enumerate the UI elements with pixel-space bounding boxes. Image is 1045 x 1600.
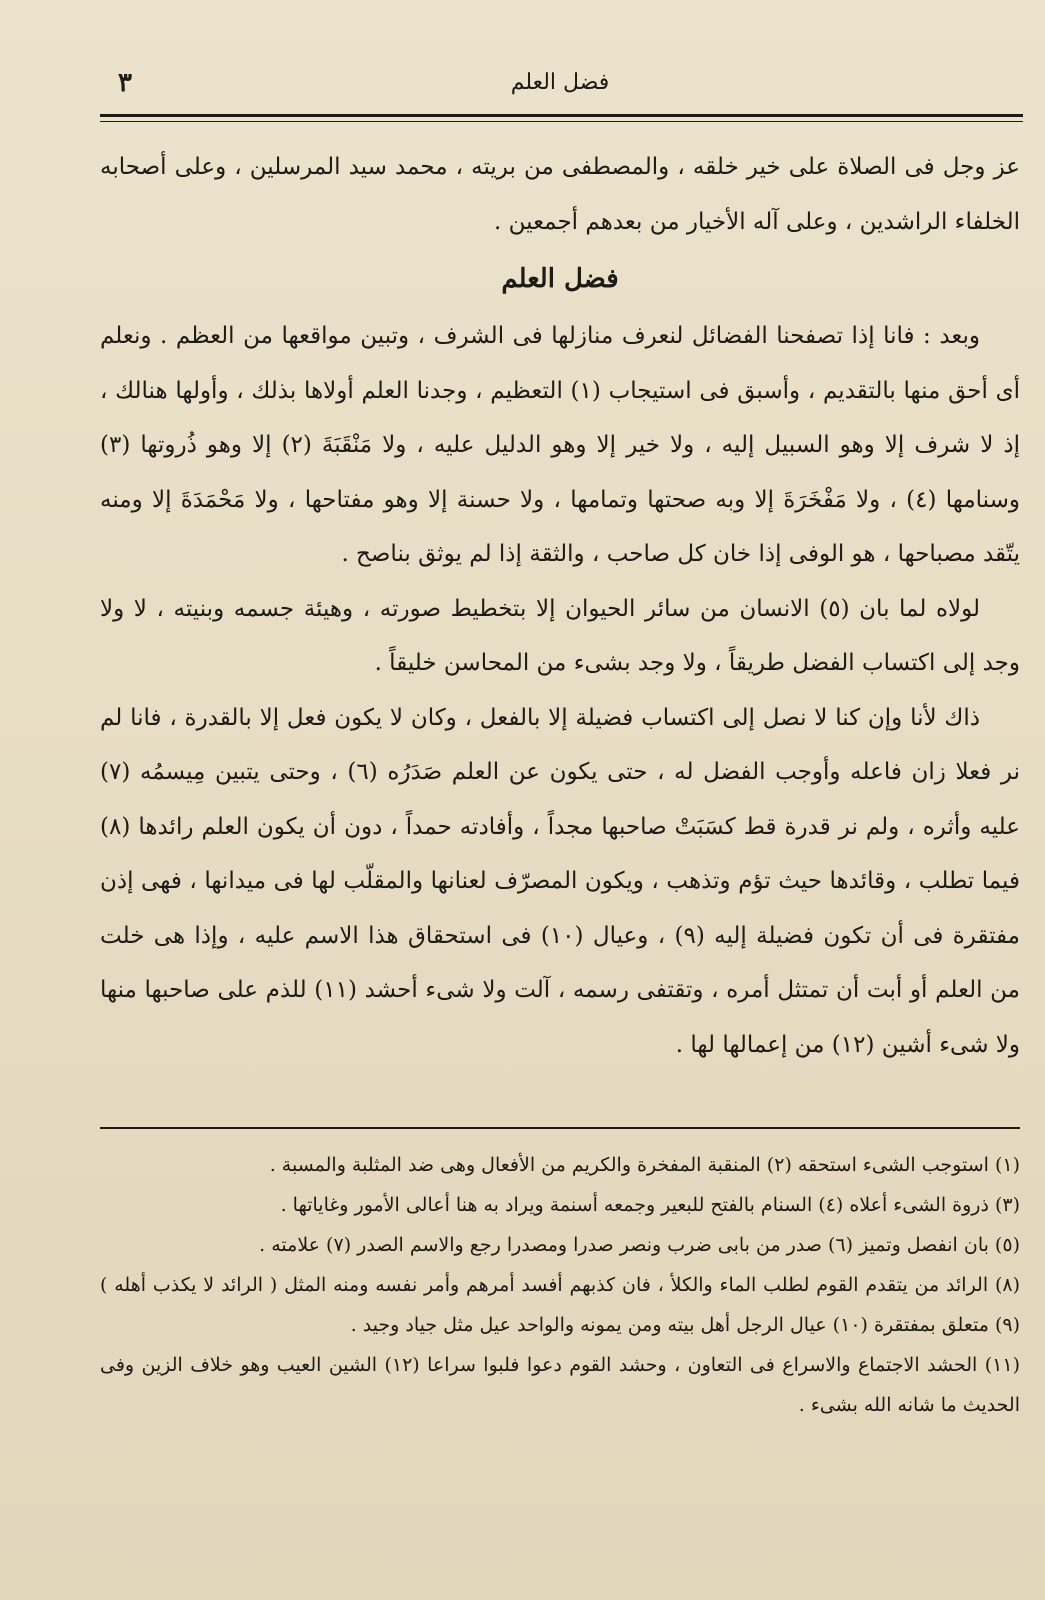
running-header <box>100 64 1020 108</box>
footnotes <box>100 1145 1020 1425</box>
paragraph: ذاك لأنا وإن كنا لا نصل إلى اكتساب فضيلة إلا بالفعل ، وكان لا يكون فعل إلا بالقدرة ، فانا لم نر فعلا زان فاعله وأوجب الفضل له ، حتى يكون عن العلم صَدَرُه (٦) ، وحتى يتبين مِيسمُه (٧) عليه وأثره ، ولم نر قدرة قط كسَبَتْ صاحبها مجداً ، وأفادته حمداً ، دون أن يكون العلم رائدها (٨) فيما تطلب ، وقائدها حيث تؤم وتذهب ، ويكون المصرّف لعنانها والمقلّب لها فى ميدانها ، فهى إذن مفتقرة فى أن تكون فضيلة إليه (٩) ، وعيال (١٠) فى استحقاق هذا الاسم عليه ، وإذا هى خلت من العلم أو أبت أن تمتثل أمره ، وتقتفى رسمه ، آلت ولا شىء أحشد (١١) للذم على صاحبها منها ولا شىء أشين (١٢) من إعمالها لها . <box>100 704 1020 1058</box>
running-title: فضل العلم <box>510 70 610 95</box>
footnote-line: (١١) الحشد الاجتماع والاسراع فى التعاون ، وحشد القوم دعوا فلبوا سراعا (١٢) الشين العيب وهو خلاف الزين وفى الحديث ما شانه الله بشىء . <box>100 1354 1020 1416</box>
footnote-line: (١) استوجب الشىء استحقه (٢) المنقبة المفخرة والكريم من الأفعال وهى ضد المثلبة والمسبة . <box>269 1154 1020 1176</box>
main-text <box>100 140 1020 1072</box>
paragraph: وبعد : فانا إذا تصفحنا الفضائل لنعرف منازلها فى الشرف ، وتبين مواقعها من العظم . ونعلم أى أحق منها بالتقديم ، وأسبق فى استيجاب (١) التعظيم ، وجدنا العلم أولاها بذلك ، وأولها هنالك ، إذ لا شرف إلا وهو السبيل إليه ، ولا خير إلا وهو الدليل عليه ، ولا مَنْقَبَةَ (٢) إلا وهو ذُروتها (٣) وسنامها (٤) ، ولا مَفْخَرَةَ إلا وبه صحتها وتمامها ، ولا حسنة إلا وهو مفتاحها ، ولا مَحْمَدَةَ إلا ومنه يتّقد مصباحها ، هو الوفى إذا خان كل صاحب ، والثقة إذا لم يوثق بناصح . <box>100 323 1020 567</box>
page-number: ٣ <box>118 68 132 98</box>
paragraph: لولاه لما بان (٥) الانسان من سائر الحيوان إلا بتخطيط صورته ، وهيئة جسمه وبنيته ، لا ولا وجد إلى اكتساب الفضل طريقاً ، ولا وجد بشىء من المحاسن خليقاً . <box>100 595 1020 676</box>
footnote-line: (٨) الرائد من يتقدم القوم لطلب الماء والكلأ ، فان كذبهم أفسد أمرهم وأمر نفسه ومنه المثل ( الرائد لا يكذب أهله ) (٩) متعلق بمفتقرة (١٠) عيال الرجل أهل بيته ومن يمونه والواحد عيل مثل جياد وجيد . <box>100 1274 1020 1336</box>
footnote-line: (٥) بان انفصل وتميز (٦) صدر من بابى ضرب ونصر صدرا ومصدرا رجع والاسم الصدر (٧) علامته . <box>259 1234 1020 1256</box>
header-rule <box>100 114 1023 117</box>
header-rule-thin <box>100 121 1023 122</box>
footnote-line: (٣) ذروة الشىء أعلاه (٤) السنام بالفتح للبعير وجمعه أسنمة ويراد به هنا أعالى الأمور وغاياتها . <box>280 1194 1020 1216</box>
section-heading: فضل العلم <box>501 264 619 294</box>
opening-paragraph: عز وجل فى الصلاة على خير خلقه ، والمصطفى من بريته ، محمد سيد المرسلين ، وعلى أصحابه الخلفاء الراشدين ، وعلى آله الأخيار من بعدهم أجمعين . <box>100 154 1020 235</box>
footnote-rule <box>100 1127 1020 1129</box>
